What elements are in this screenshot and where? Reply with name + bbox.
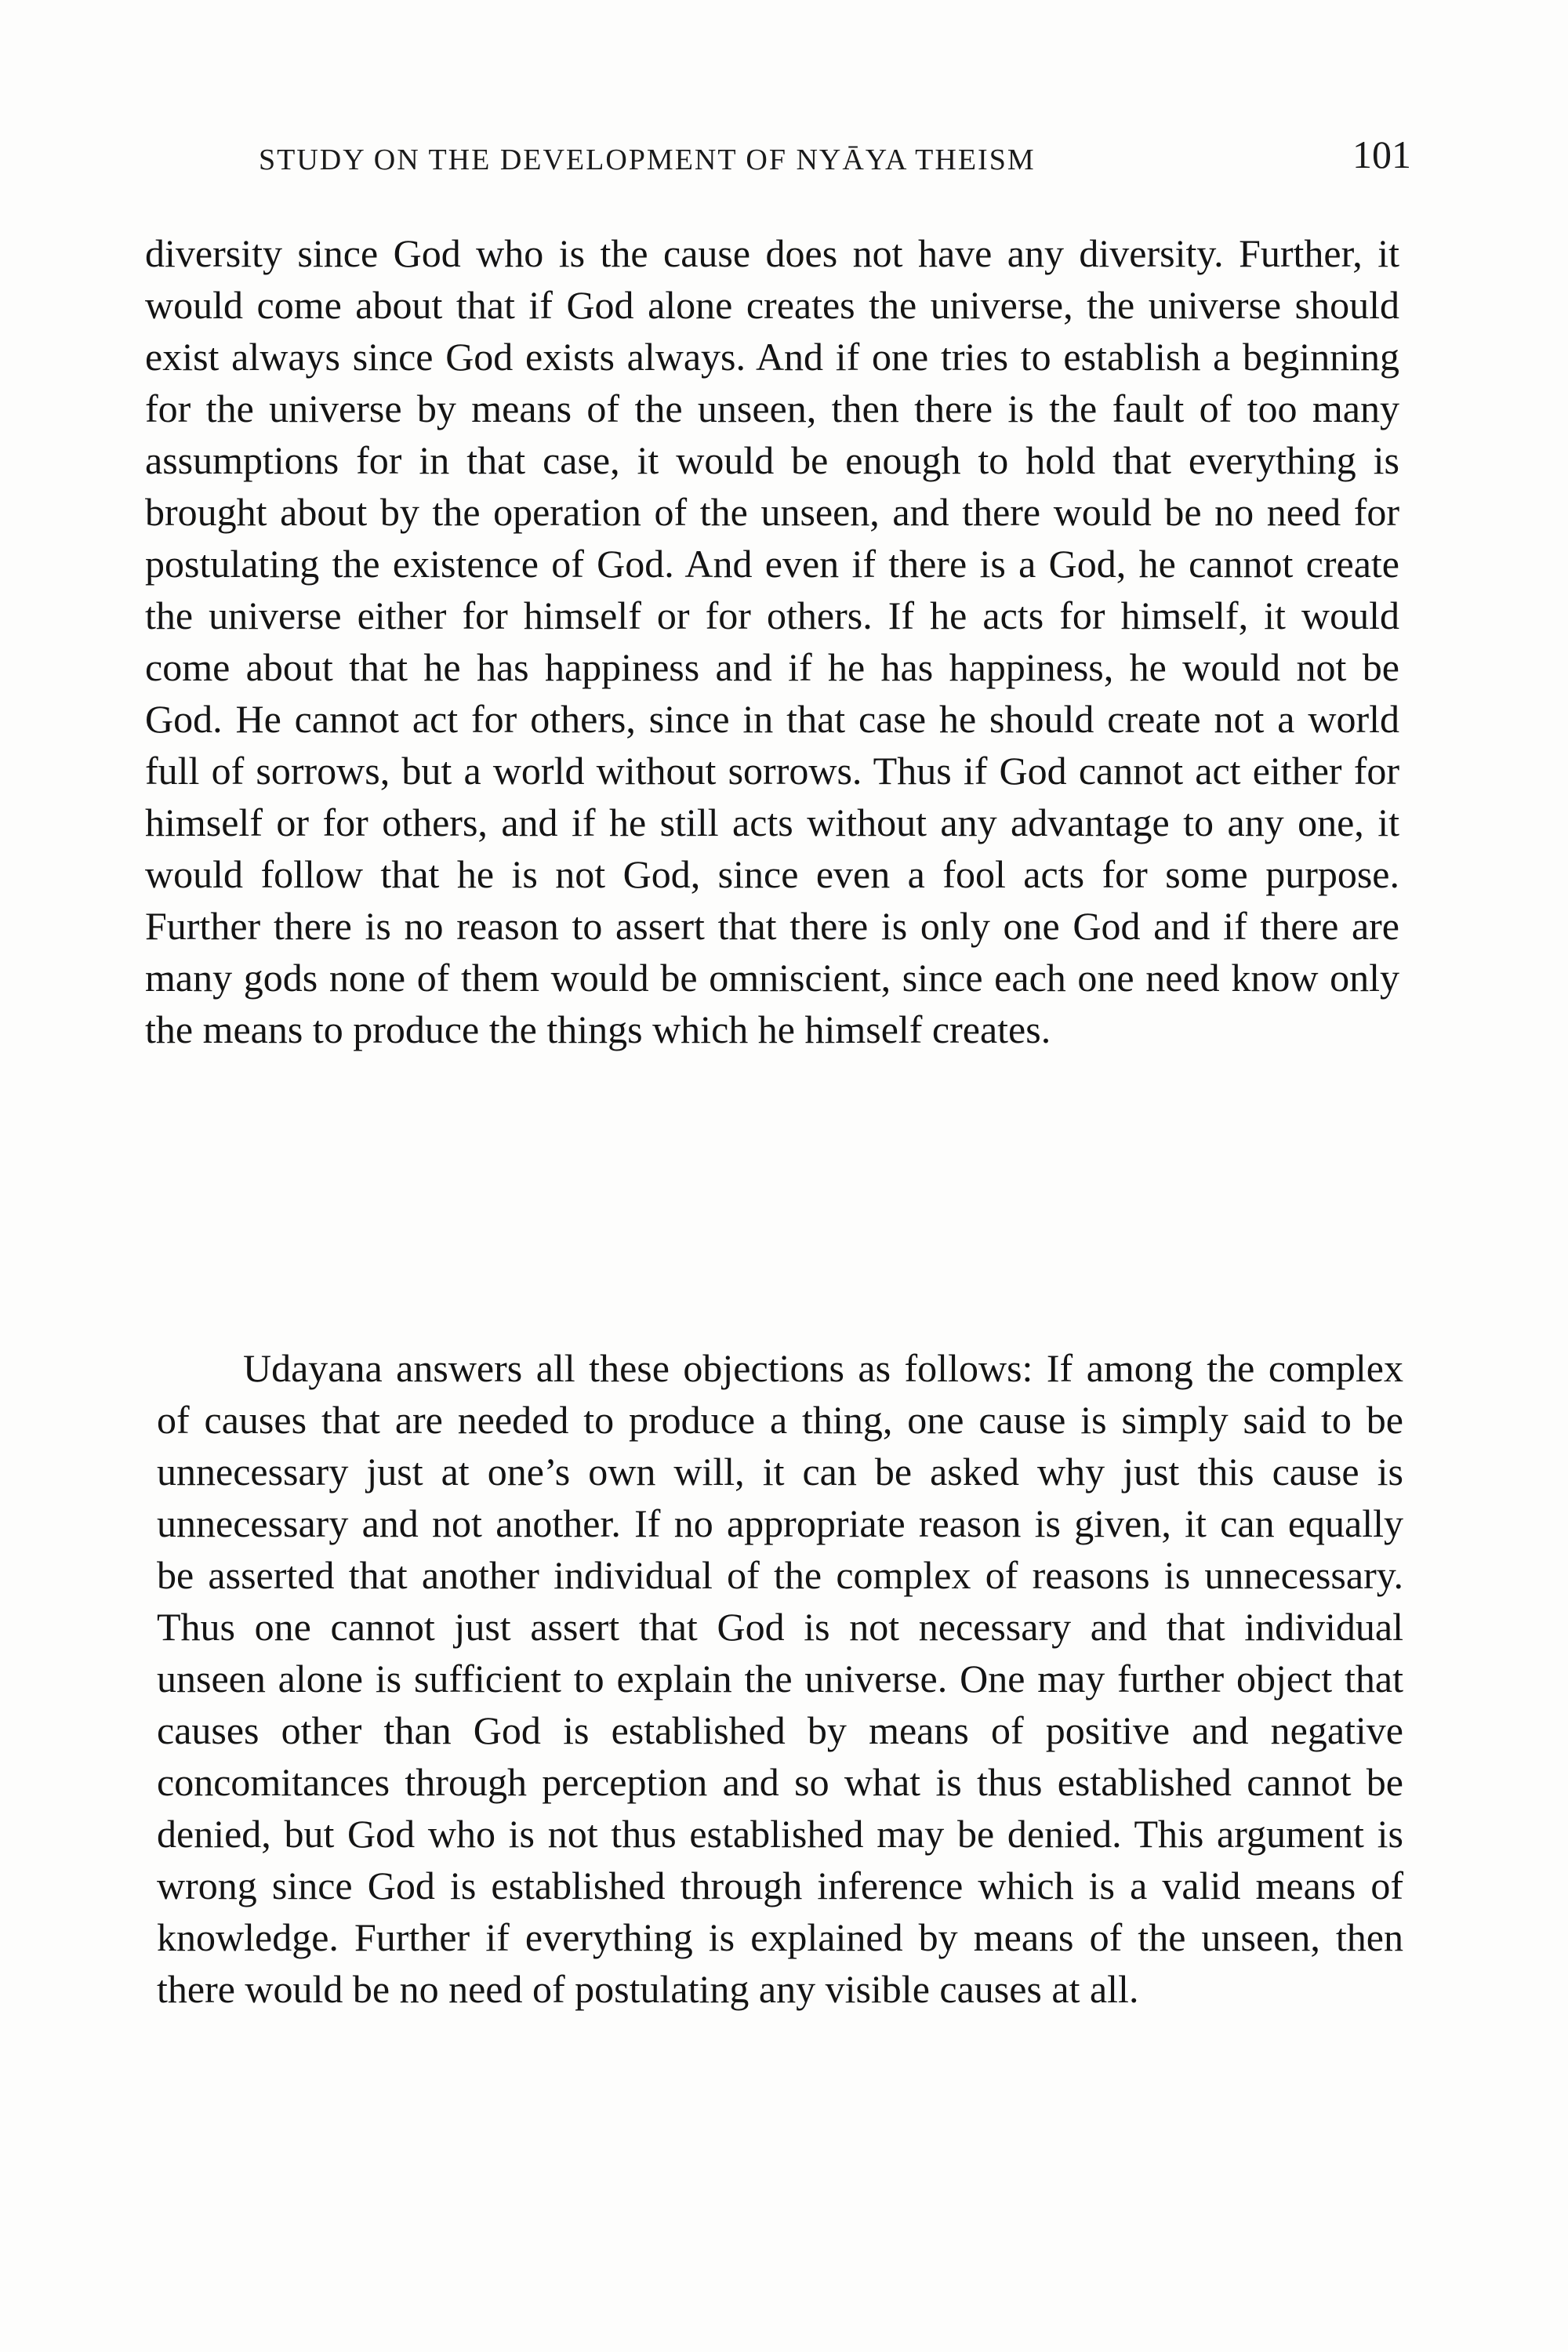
page-number: 101 [1352,132,1411,176]
paragraph-objections: diversity since God who is the cause does not have any diversity. Further, it would come about that if God alone creates the universe, the universe should exist always since God exists always. And if one tries to establish a beginning for the universe by means of the unseen, then there is the fault of too many assumptions for in that case, it would be enough to hold that everything is brought about by the operation of the unseen, and there would be no need for postulating the existence of God. And even if there is a God, he cannot create the universe either for himself or for others. If he acts for himself, it would come about that he has happiness and if he has happiness, he would not be God. He cannot act for others, since in that case he should create not a world full of sorrows, but a world without sorrows. Thus if God cannot act either for himself or for others, and if he still acts without any advantage to any one, it would follow that he is not God, since even a fool acts for some purpose. Further there is no reason to assert that there is only one God and if there are many gods none of them would be omniscient, since each one need know only the means to produce the things which he himself creates. [145,231,1399,1051]
running-title: STUDY ON THE DEVELOPMENT OF NYĀYA THEISM [259,143,1036,176]
paragraph-udayana-answer: Udayana answers all these objections as follows: If among the complex of causes that are needed to produce a thing, one cause is simply said to be unnecessary just at one’s own will, it can be asked why just this cause is unnecessary and not another. If no appropriate reason is given, it can equally be asserted that another individual of the complex of reasons is unnecessary. Thus one cannot just assert that God is not necessary and that individual unseen alone is sufficient to explain the universe. One may further object that causes other than God is established by means of positive and negative concomitances through perception and so what is thus established cannot be denied, but God who is not thus established may be denied. This argument is wrong since God is established through inference which is a valid means of knowledge. Further if everything is explained by means of the unseen, then there would be no need of postulating any visible causes at all. [157,1346,1403,2011]
running-head [259,132,1411,187]
